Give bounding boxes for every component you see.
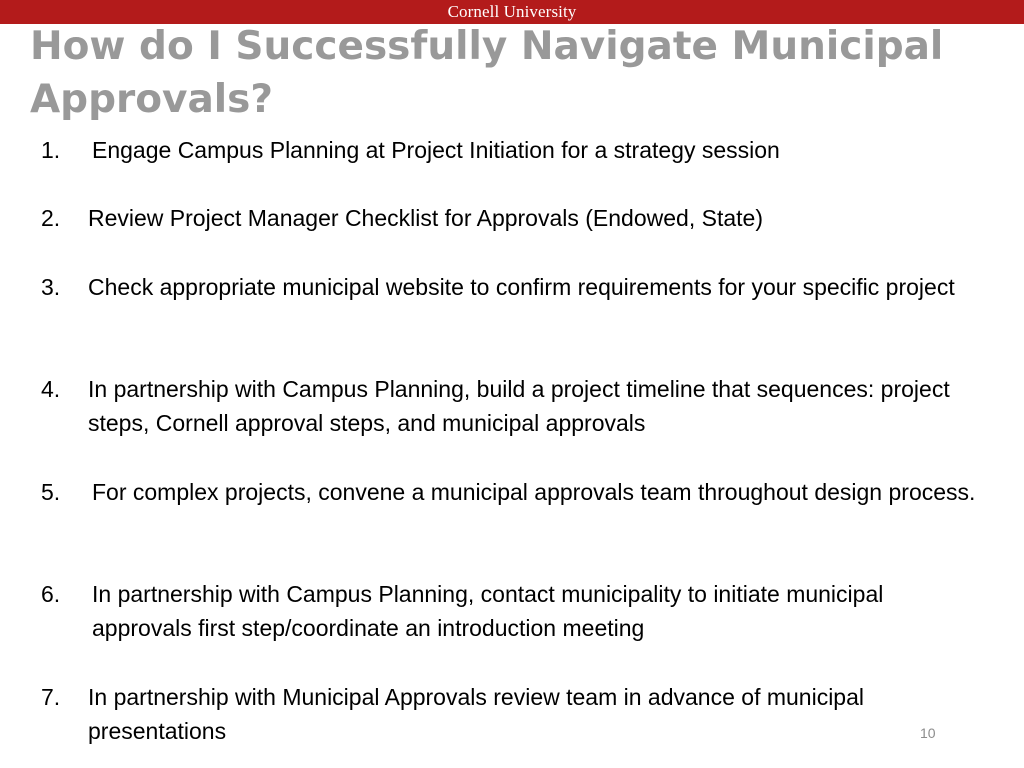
step-number: 3.: [41, 274, 61, 300]
step-text: Review Project Manager Checklist for Approvals (Endowed, State): [88, 205, 763, 231]
step-text: Check appropriate municipal website to confirm requirements for your specific project: [88, 274, 955, 300]
university-wordmark: Cornell University: [447, 2, 577, 21]
step-text: In partnership with Campus Planning, contact municipality to initiate municipal approvals first step/coordinate an introduction meeting: [92, 581, 884, 641]
slide-number: 10: [920, 725, 936, 741]
step-number: 7.: [41, 684, 61, 710]
step-number: 5.: [41, 479, 61, 505]
step-number: 6.: [41, 581, 61, 607]
step-text: In partnership with Municipal Approvals review team in advance of municipal presentations: [88, 684, 865, 744]
step-number: 4.: [41, 376, 61, 402]
step-text: For complex projects, convene a municipal approvals team throughout design process.: [92, 479, 976, 505]
step-text: Engage Campus Planning at Project Initiation for a strategy session: [92, 137, 780, 163]
slide-title: How do I Successfully Navigate Municipal Approvals?: [30, 24, 944, 122]
step-number: 2.: [41, 205, 61, 231]
step-text: In partnership with Campus Planning, build a project timeline that sequences: project steps, Cornell approval steps, and municipal approvals: [88, 376, 950, 436]
step-number: 1.: [41, 137, 61, 163]
